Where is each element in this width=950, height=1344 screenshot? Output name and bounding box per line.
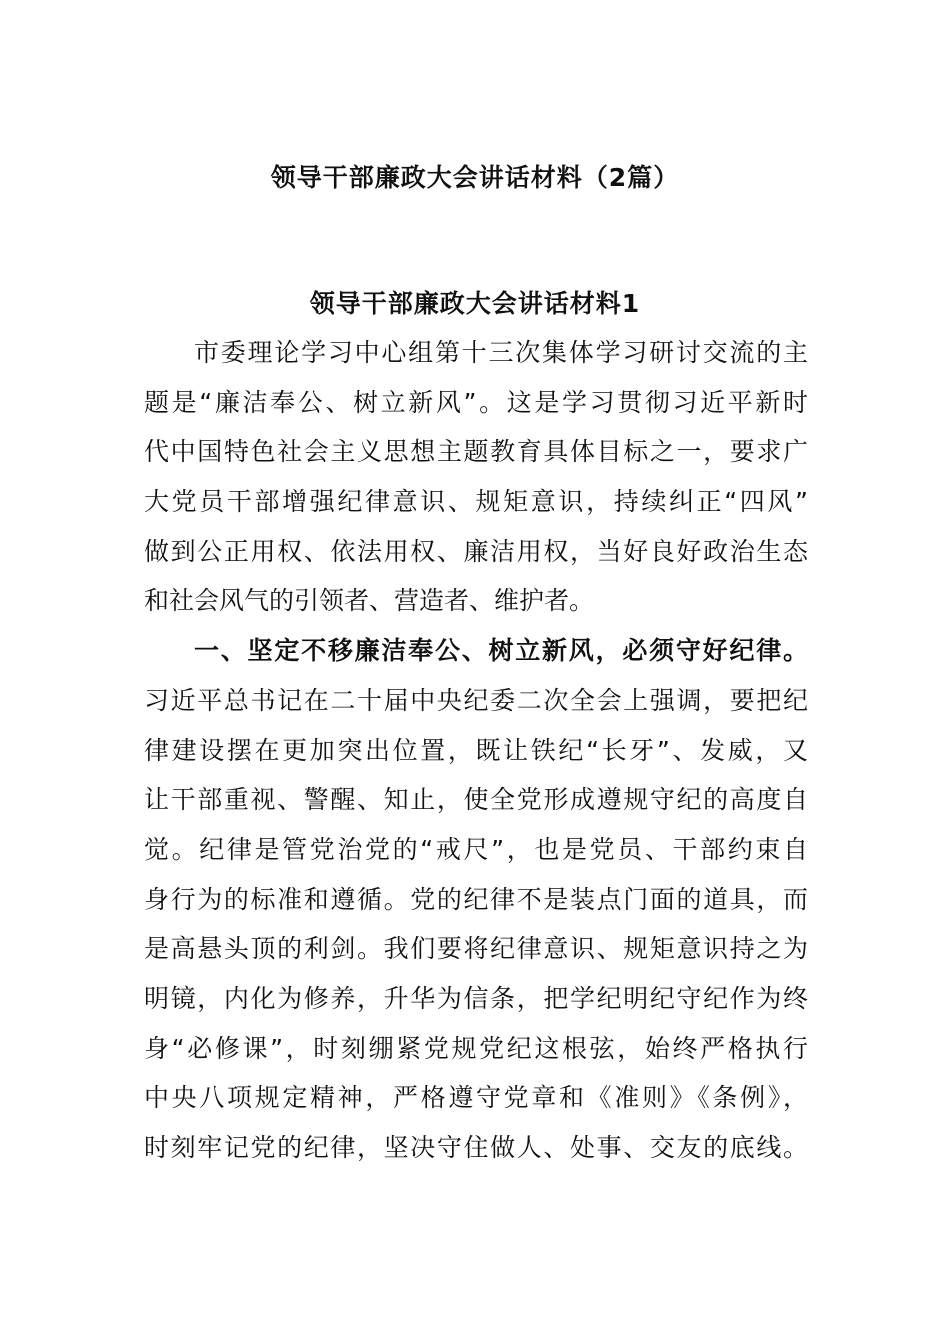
section-title: 领导干部廉政大会讲话材料1 bbox=[309, 289, 641, 318]
paragraph-line: 是高悬头顶的利剑。我们要将纪律意识、规矩意识持之为 bbox=[144, 934, 808, 964]
heading-line: 一、坚定不移廉洁奉公、树立新风，必须守好纪律。 bbox=[194, 636, 808, 666]
document-title: 领导干部廉政大会讲话材料（2篇） bbox=[270, 163, 680, 192]
paragraph-line: 让干部重视、警醒、知止，使全党形成遵规守纪的高度自 bbox=[144, 785, 808, 815]
paragraph-line: 题是“廉洁奉公、树立新风”。这是学习贯彻习近平新时 bbox=[144, 387, 808, 417]
paragraph-line: 律建设摆在更加突出位置，既让铁纪“长牙”、发威，又 bbox=[144, 735, 808, 765]
paragraph-line: 中央八项规定精神，严格遵守党章和《准则》《条例》， bbox=[144, 1083, 808, 1113]
paragraph-line: 代中国特色社会主义思想主题教育具体目标之一，要求广 bbox=[144, 437, 808, 467]
paragraph-line: 身行为的标准和遵循。党的纪律不是装点门面的道具，而 bbox=[144, 884, 808, 914]
paragraph-line: 身“必修课”，时刻绷紧党规党纪这根弦，始终严格执行 bbox=[144, 1033, 808, 1063]
paragraph-line: 和社会风气的引领者、营造者、维护者。 bbox=[144, 586, 595, 616]
paragraph-line: 觉。纪律是管党治党的“戒尺”，也是党员、干部约束自 bbox=[144, 834, 808, 864]
paragraph-line: 市委理论学习中心组第十三次集体学习研讨交流的主 bbox=[194, 338, 808, 367]
paragraph-line: 大党员干部增强纪律意识、规矩意识，持续纠正“四风” bbox=[144, 487, 808, 517]
paragraph-line: 习近平总书记在二十届中央纪委二次全会上强调，要把纪 bbox=[144, 685, 808, 715]
document-body bbox=[144, 328, 808, 1173]
paragraph-line: 做到公正用权、依法用权、廉洁用权，当好良好政治生态 bbox=[144, 536, 808, 566]
paragraph-line: 明镜，内化为修养，升华为信条，把学纪明纪守纪作为终 bbox=[144, 983, 808, 1013]
paragraph-line: 时刻牢记党的纪律，坚决守住做人、处事、交友的底线。 bbox=[144, 1133, 808, 1162]
